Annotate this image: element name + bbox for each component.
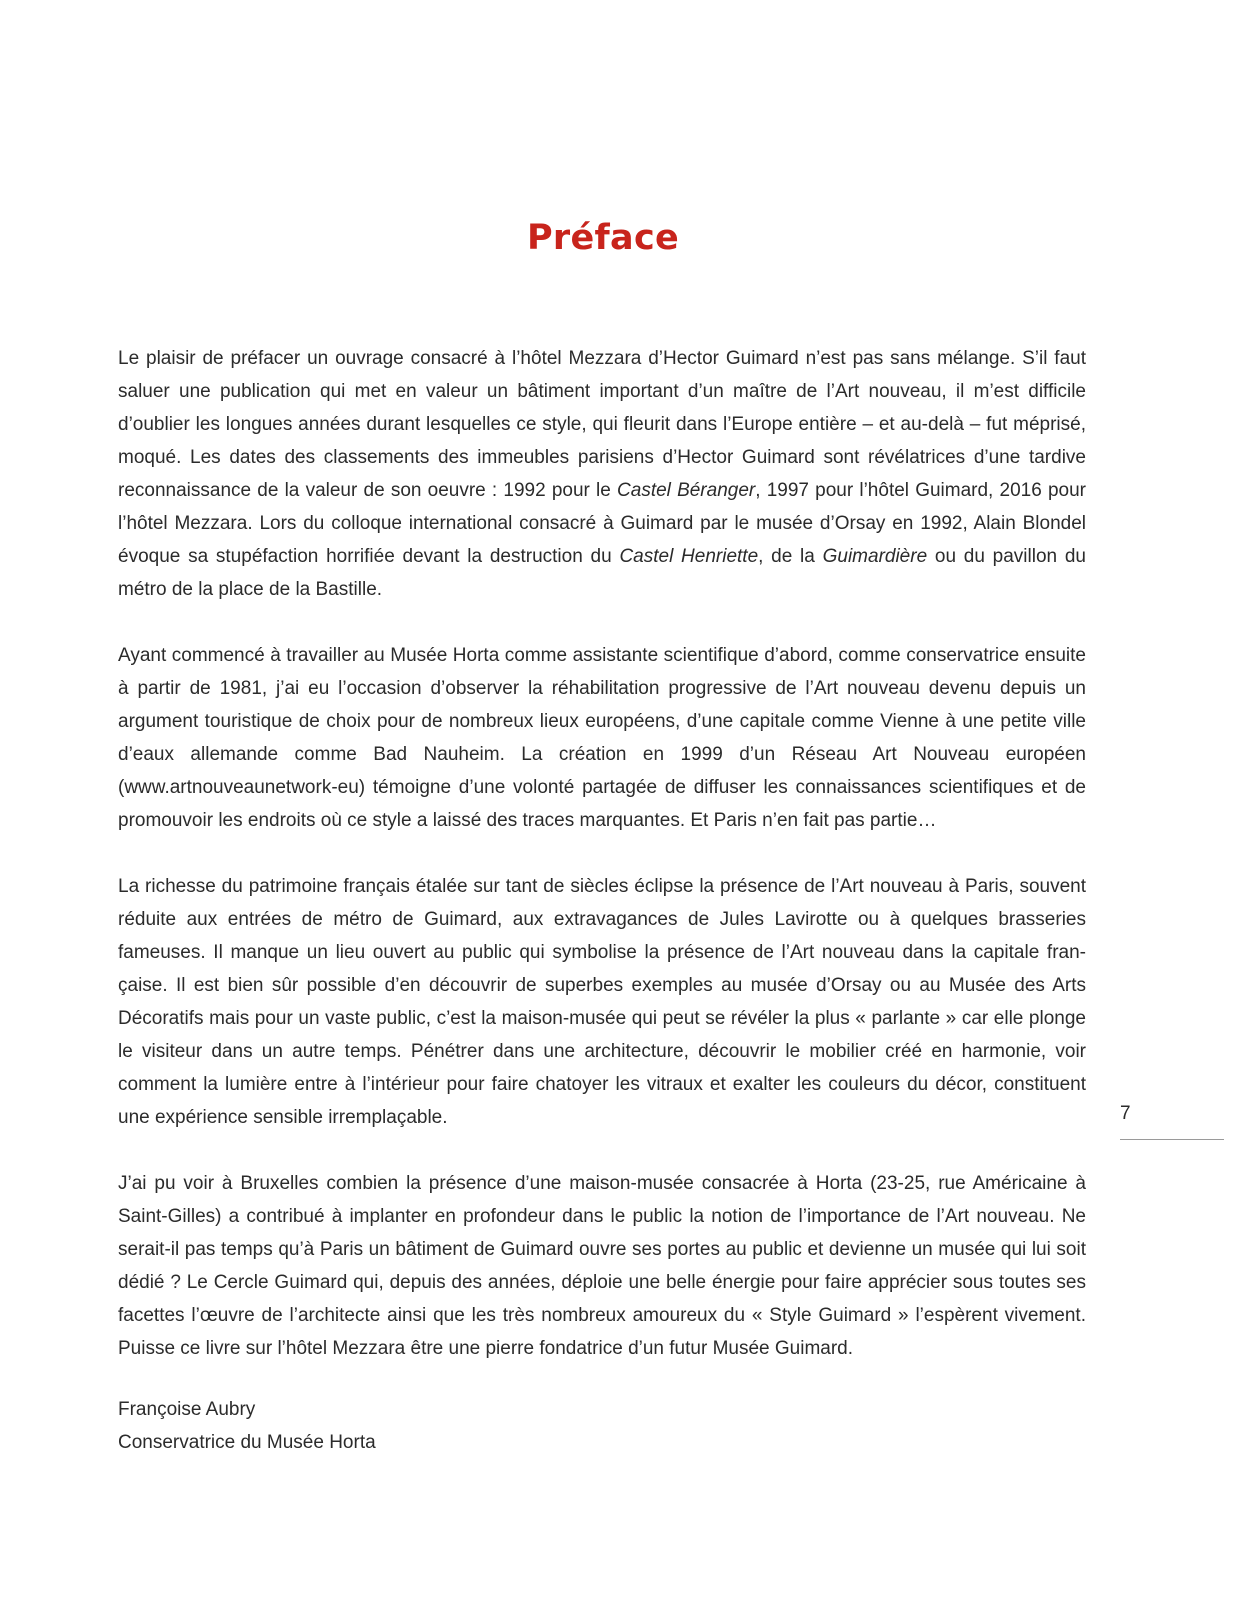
paragraph-4-text: J’ai pu voir à Bruxelles combien la présence d’une maison-musée consacrée à Horta (23-25, rue Américaine à Saint-Gilles) a contribué à implanter en profondeur dans le public la notion de l’importance de l’Art nouveau. Ne serait-il pas temps qu’à Paris un bâtiment de Guimard ouvre ses portes au public et devienne un musée qui lui soit dédié ? Le Cercle Guimard qui, depuis des années, déploie une belle énergie pour faire apprécier sous toutes ses facettes l’œuvre de l’architecte ainsi que les très nombreux amoureux du « Style Guimard » l’espèrent vivement. Puisse ce livre sur l’hôtel Mezzara être une pierre fondatrice d’un futur Musée Guimard. [118, 1173, 1086, 1359]
work-title-castel-henriette: Castel Henriette [619, 546, 759, 567]
paragraph-1-segment: , de la [758, 546, 823, 567]
preface-body [118, 342, 1086, 1398]
paragraph-1-segment: ou du pavillon du métro de la place de la Bastille. [118, 546, 1086, 600]
paragraph-2 [118, 639, 1086, 837]
page-number: 7 [1120, 1103, 1131, 1124]
signature-name: Françoise Aubry [118, 1399, 256, 1420]
paragraph-3-text: La richesse du patrimoine français étalée sur tant de siècles éclipse la présence de l’Art nouveau à Paris, souvent réduite aux entrées de métro de Guimard, aux extravagances de Jules Lavirotte ou à quelques brasseries fameuses. Il manque un lieu ouvert au public qui symbolise la présence de l’Art nouveau dans la capitale française. Il est bien sûr possible d’en découvrir de superbes exemples au musée d’Orsay ou au Musée des Arts Décoratifs mais pour un vaste public, c’est la maison-musée qui peut se révéler la plus « parlante » car elle plonge le visiteur dans un autre temps. Pénétrer dans une architecture, découvrir le mobilier créé en harmonie, voir comment la lumière entre à l’intérieur pour faire chatoyer les vitraux et exalter les couleurs du décor, constituent une expérience sensible irremplaçable. [118, 876, 1086, 1128]
paragraph-2-text: Ayant commencé à travailler au Musée Horta comme assistante scientifique d’abord, comme conservatrice ensuite à partir de 1981, j’ai eu l’occasion d’observer la réhabilitation progressive de l’Art nouveau devenu depuis un argument touristique de choix pour de nombreux lieux européens, d’une capitale comme Vienne à une petite ville d’eaux allemande comme Bad Nauheim. La création en 1999 d’un Réseau Art Nouveau européen (www.artnouveaunetwork-eu) témoigne d’une volonté partagée de diffuser les connaissances scientifiques et de promouvoir les endroits où ce style a laissé des traces marquantes. Et Paris n’en fait pas partie… [118, 645, 1086, 831]
paragraph-1-segment: , 1997 pour l’hôtel Guimard, 2016 pour l’hôtel Mezzara. Lors du colloque international consacré à Guimard par le musée d’Orsay en 1992, Alain Blondel évoque sa stupéfaction horrifiée devant la destruction du [118, 480, 1086, 567]
paragraph-1 [118, 342, 1086, 606]
paragraph-3 [118, 870, 1086, 1134]
paragraph-1-segment: Le plaisir de préfacer un ouvrage consacré à l’hôtel Mezzara d’Hector Guimard n’est pas sans mélange. S’il faut saluer une publication qui met en valeur un bâtiment important d’un maître de l’Art nouveau, il m’est difficile d’oublier les longues années durant lesquelles ce style, qui fleurit dans l’Europe entière – et au-delà – fut méprisé, moqué. Les dates des classements des immeubles parisiens d’Hector Guimard sont révélatrices d’une tardive reconnaissance de la valeur de son oeuvre : 1992 pour le [118, 348, 1086, 501]
work-title-guimardiere: Guimardière [822, 546, 928, 567]
page-title: Préface [526, 218, 680, 258]
page-number-rule [1120, 1139, 1224, 1140]
work-title-castel-beranger: Castel Béranger [617, 480, 756, 501]
paragraph-4 [118, 1167, 1086, 1365]
signature [118, 1393, 376, 1459]
signature-role: Conservatrice du Musée Horta [118, 1432, 376, 1453]
